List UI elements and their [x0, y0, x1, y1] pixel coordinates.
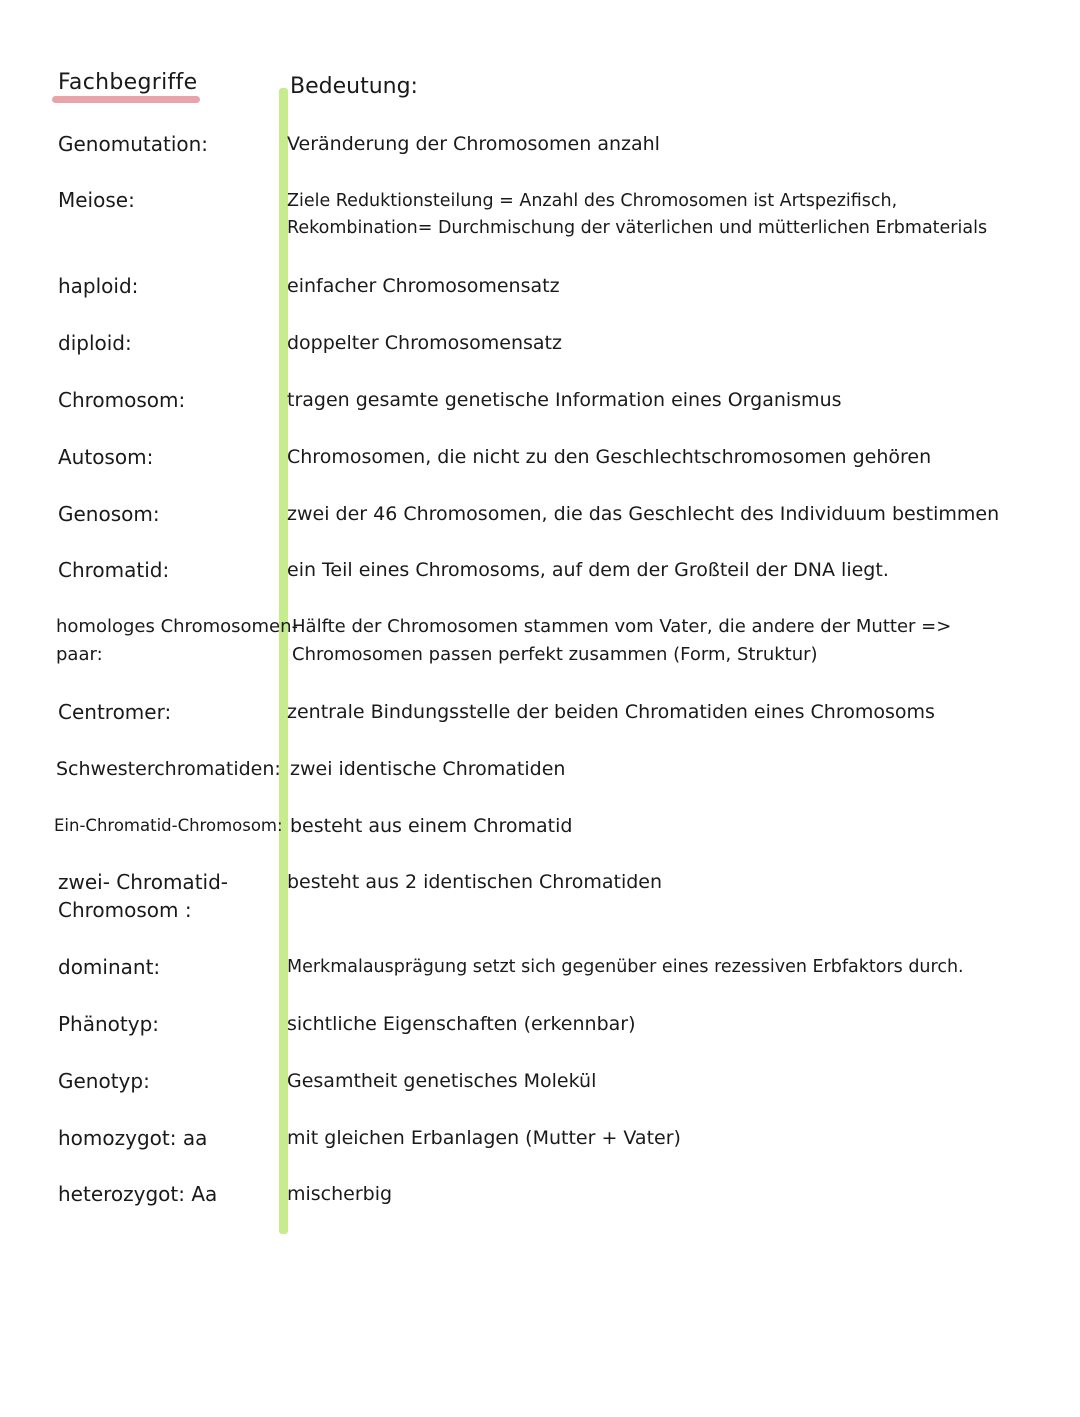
meaning — [287, 953, 964, 981]
meaning-line: mit gleichen Erbanlagen (Mutter + Vater) — [287, 1127, 681, 1149]
meaning — [287, 698, 935, 726]
meaning-line: Ziele Reduktionsteilung = Anzahl des Chromosomen ist Artspezifisch, — [287, 191, 898, 211]
meaning-line: zentrale Bindungsstelle der beiden Chromatiden eines Chromosoms — [287, 701, 935, 723]
meaning-line: mischerbig — [287, 1183, 393, 1205]
term: Phänotyp: — [58, 1012, 160, 1036]
meaning-line: ein Teil eines Chromosoms, auf dem der Großteil der DNA liegt. — [287, 559, 889, 581]
meaning-line: einfacher Chromosomensatz — [287, 275, 560, 297]
meaning — [290, 755, 565, 783]
term: Chromosom: — [58, 388, 186, 412]
meaning — [290, 812, 572, 840]
meaning — [287, 868, 662, 896]
term — [58, 868, 228, 924]
term: Chromatid: — [58, 558, 170, 582]
meaning — [287, 188, 987, 242]
term: heterozygot: Aa — [58, 1182, 218, 1206]
meaning-line: Veränderung der Chromosomen anzahl — [287, 133, 660, 155]
meaning — [287, 130, 660, 158]
meaning-line: tragen gesamte genetische Information eines Organismus — [287, 389, 842, 411]
term-line: paar: — [56, 644, 103, 665]
meaning — [287, 1180, 392, 1208]
term: homozygot: aa — [58, 1126, 208, 1150]
header-underline — [52, 96, 200, 103]
meaning — [287, 443, 931, 471]
column-header-meaning: Bedeutung: — [290, 74, 418, 99]
meaning-line: Chromosomen passen perfekt zusammen (Form, Struktur) — [292, 644, 818, 665]
meaning-line: sichtliche Eigenschaften (erkennbar) — [287, 1013, 636, 1035]
meaning — [287, 272, 560, 300]
meaning — [287, 1067, 596, 1095]
meaning-line: Merkmalausprägung setzt sich gegenüber eines rezessiven Erbfaktors durch. — [287, 957, 964, 977]
meaning — [287, 556, 889, 584]
term: Autosom: — [58, 445, 154, 469]
term-line: Chromosom : — [58, 898, 192, 922]
term: Genomutation: — [58, 132, 209, 156]
meaning — [287, 329, 562, 357]
term: Meiose: — [58, 188, 135, 212]
term: haploid: — [58, 274, 139, 298]
meaning — [287, 1010, 636, 1038]
term-line: homologes Chromosomen- — [56, 616, 299, 637]
term: Genosom: — [58, 502, 160, 526]
term: Centromer: — [58, 700, 172, 724]
meaning — [287, 386, 842, 414]
meaning-line: besteht aus 2 identischen Chromatiden — [287, 871, 663, 893]
meaning — [292, 613, 951, 669]
term: Ein-Chromatid-Chromosom: — [54, 816, 283, 835]
term: Genotyp: — [58, 1069, 150, 1093]
meaning-line: Rekombination= Durchmischung der väterlichen und mütterlichen Erbmaterials — [287, 218, 988, 238]
meaning-line: zwei der 46 Chromosomen, die das Geschlecht des Individuum bestimmen — [287, 503, 1000, 525]
meaning-line: doppelter Chromosomensatz — [287, 332, 562, 354]
column-header-terms: Fachbegriffe — [58, 70, 198, 95]
meaning-line: Gesamtheit genetisches Molekül — [287, 1070, 597, 1092]
meaning-line: Chromosomen, die nicht zu den Geschlechtschromosomen gehören — [287, 446, 932, 468]
term: diploid: — [58, 331, 132, 355]
meaning-line: zwei identische Chromatiden — [290, 758, 566, 780]
term: Schwesterchromatiden: — [56, 758, 281, 780]
meaning — [287, 500, 999, 528]
meaning-line: Hälfte der Chromosomen stammen vom Vater, die andere der Mutter => — [292, 616, 952, 637]
meaning-line: besteht aus einem Chromatid — [290, 815, 573, 837]
meaning — [287, 1124, 681, 1152]
term-line: zwei- Chromatid- — [58, 870, 228, 894]
term: dominant: — [58, 955, 161, 979]
term — [56, 613, 298, 669]
